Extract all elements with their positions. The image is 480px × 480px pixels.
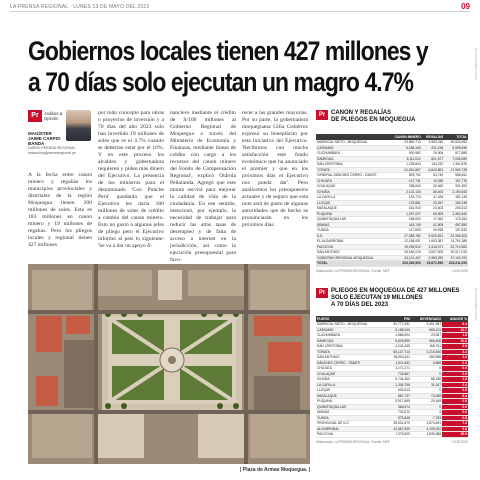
table-cell: 3,401,957 bbox=[411, 322, 442, 327]
article-column-3 bbox=[170, 110, 236, 264]
table-cell: SAMEGUA bbox=[316, 156, 389, 162]
table-cell: MATALAQUE bbox=[316, 206, 389, 212]
table-cell: 0 bbox=[411, 410, 442, 416]
canon-table-body bbox=[316, 140, 468, 266]
headline-line-1: Gobiernos locales tienen 427 millones y bbox=[28, 36, 428, 66]
table-cell: EL ALGARROBAL bbox=[316, 239, 389, 245]
table-cell: 10.0 bbox=[442, 338, 468, 344]
table-cell: 197,632 bbox=[444, 228, 468, 234]
section-label: Análisis & Opinión bbox=[44, 111, 63, 121]
table-cell: 0.0 bbox=[442, 410, 468, 416]
execution-title-line-3: A 70 DÍAS DEL 2023 bbox=[331, 302, 389, 308]
table-cell: 19,295,512 bbox=[389, 244, 422, 250]
canon-table-title bbox=[331, 110, 415, 124]
table-cell: 1,603,387 bbox=[422, 239, 444, 245]
execution-table-body bbox=[316, 322, 468, 437]
table-cell: 9.8 bbox=[442, 426, 468, 432]
prensa-logo: Pr bbox=[316, 288, 328, 298]
table-cell: 49,939 bbox=[422, 228, 444, 234]
table-cell: 1,228,644 bbox=[389, 162, 422, 168]
plaza-aerial-photo bbox=[28, 264, 310, 464]
table-cell: 0 bbox=[411, 404, 442, 410]
table-cell: 811,196 bbox=[422, 145, 444, 151]
table-cell: 2,102,133 bbox=[389, 189, 422, 195]
table-cell: QUINISTAQUILLAS bbox=[316, 404, 386, 410]
table-cell: 22,713,583 bbox=[444, 244, 468, 250]
table-cell: 331,300 bbox=[444, 184, 468, 190]
table-cell: 3,418,071 bbox=[422, 244, 444, 250]
table-cell: ICHUÑA bbox=[316, 189, 389, 195]
table-cell: 415,745 bbox=[389, 222, 422, 228]
table-cell: 457,550 bbox=[444, 222, 468, 228]
table-cell: 23,403 bbox=[422, 206, 444, 212]
table-cell: COALAQUE bbox=[316, 371, 386, 377]
table-cell: 6,111,512 bbox=[389, 156, 422, 162]
table-cell: CUCHUMBAYA bbox=[316, 333, 386, 339]
article-column-4 bbox=[242, 110, 308, 229]
table-total-row bbox=[316, 261, 468, 267]
side-label-2: prensaregional.pe bbox=[474, 288, 479, 321]
table-cell: 133,713 bbox=[389, 195, 422, 201]
table-cell: 558,451 bbox=[444, 173, 468, 179]
table-cell: 665,101 bbox=[411, 327, 442, 333]
table-cell: ILO bbox=[316, 233, 389, 239]
table-cell: 7,006,089 bbox=[444, 156, 468, 162]
table-cell: 0 bbox=[411, 388, 442, 394]
header-rule bbox=[10, 11, 470, 12]
table-cell: LA CAPILLA bbox=[316, 382, 386, 388]
table-cell: ALGARROBAL bbox=[316, 426, 386, 432]
table-cell: 503,702 bbox=[389, 173, 422, 179]
table-cell: PROVINCIAL DE ILO bbox=[316, 421, 386, 427]
canon-table-source bbox=[316, 269, 468, 274]
table-cell: 867,737 bbox=[386, 393, 411, 399]
table-cell: 973,848 bbox=[386, 415, 411, 421]
table-cell: 10.7 bbox=[442, 327, 468, 333]
table-cell: TOTAL bbox=[316, 261, 389, 267]
article-column-2 bbox=[98, 110, 164, 250]
table-cell: 6,629,899 bbox=[386, 338, 411, 344]
table-cell: LA CAPILLA bbox=[316, 195, 389, 201]
table-cell: 20,257 bbox=[422, 200, 444, 206]
table-cell: MATALAQUE bbox=[316, 393, 386, 399]
table-cell: 2.4 bbox=[442, 382, 468, 388]
table-cell: 0 bbox=[411, 366, 442, 372]
article-text-3: nanciero mediante el crédito de S/100 millones al Gobierno Regional de Moquegua a través del Ministerio de Economía y Finanzas, mediante líneas de crédito con cargo a los recursos del canon minero del Fondo de Compensación Regional', explicó Otárola Peñaranda. Agregó que este monto servirá para mejorar la calidad de vida de la ciudadanía. En ese sentido, mencionó, por ejemplo, la necesidad de trabajar para reducir las altas tasas de desempleo y de falta de acceso a internet en la jurisdicción, así como la ejecución presupuestal para favo- bbox=[170, 110, 236, 263]
canon-table-box bbox=[316, 108, 468, 274]
execution-table-header bbox=[316, 286, 468, 316]
table-cell: 52,777,451 bbox=[386, 322, 411, 327]
table-cell: 33,306,303 bbox=[444, 233, 468, 239]
author-role bbox=[28, 146, 88, 155]
table-cell: 0.0 bbox=[442, 366, 468, 372]
table-cell: YUNGA bbox=[316, 415, 386, 421]
table-cell: 6,188,440 bbox=[386, 327, 411, 333]
table-cell: 223,211,093 bbox=[444, 261, 468, 267]
table-cell: 73,058 bbox=[411, 393, 442, 399]
table-cell: 0.3 bbox=[442, 360, 468, 366]
page-header bbox=[10, 2, 470, 12]
table-cell: 298,840 bbox=[389, 184, 422, 190]
article-text-1: A la fecha entre canon minero y regalías los municipios provinciales y distritales de la región Moquegua tienen 200 millones de soles. Esto es 183 millones en canon minero y 19 millones de regalías. Pero los pliegos locales y regional tienen 427 millones bbox=[28, 172, 92, 248]
canon-table-header bbox=[316, 108, 468, 134]
execution-table-box bbox=[316, 286, 468, 445]
table-cell: 37,104,700 bbox=[444, 255, 468, 261]
table-cell: CHOJATA bbox=[316, 366, 386, 372]
table-cell: 1,171,271 bbox=[386, 366, 411, 372]
plaza-illustration bbox=[28, 264, 310, 464]
table-cell: 1,297,037 bbox=[389, 211, 422, 217]
table-cell: 0.0 bbox=[442, 404, 468, 410]
table-cell: 900,982 bbox=[389, 151, 422, 157]
table-cell: 0 bbox=[411, 371, 442, 377]
table-cell: 47,905,728 bbox=[444, 167, 468, 173]
table-cell: 3,837,000 bbox=[422, 250, 444, 256]
table-cell: 30,017,019 bbox=[444, 250, 468, 256]
table-cell: TORATA bbox=[316, 349, 386, 355]
table-cell: 157,776 bbox=[444, 178, 468, 184]
table-cell: TORATA bbox=[316, 167, 389, 173]
table-cell: 150,138 bbox=[444, 200, 468, 206]
table-cell: 2,190,533 bbox=[444, 189, 468, 195]
table-cell: 6,188,440 bbox=[389, 145, 422, 151]
table-cell: 158,002 bbox=[389, 217, 422, 223]
table-cell: 12,188,001 bbox=[389, 239, 422, 245]
table-cell: 85,336 bbox=[411, 377, 442, 383]
prensa-logo: Pr bbox=[316, 110, 328, 120]
table-cell: PUQUINA bbox=[316, 211, 389, 217]
article-text-4: recer a las grandes mayorías. Por su parte, la gobernadora moqueguana Gilia Gutiérrez expresó su beneplácito por esta iniciativa del Ejecutivo. 'Recibimos con mucha satisfacción este fondo económico que ha anunciado el premier y que en los próximos días el Ejecutivo nos pueda dar'. Pero analicemos los presupuestos actuales y de seguro que esta nota será de gusto de algunas autoridades que de hecho se pronunciarán en los próximos días. bbox=[242, 110, 308, 228]
table-cell: 2,983,293 bbox=[422, 255, 444, 261]
table-cell: 1,362,876 bbox=[444, 162, 468, 168]
table-cell: 129,881 bbox=[389, 200, 422, 206]
table-cell: 25.9 bbox=[442, 432, 468, 438]
table-cell: 2,963,240 bbox=[422, 140, 444, 145]
table-cell: 134,232 bbox=[422, 162, 444, 168]
table-cell: 459,566 bbox=[411, 355, 442, 361]
table-cell: 23,067 bbox=[411, 333, 442, 339]
article-text-2: por todo concepto para obras o proyectos de inversión y a 70 días del año 2023 solo han invertido 19 millones de soles que es el 4.7% cuando se deberían estar por el 16%. Y en este proceso los alcaldes y gobernadora requieren y piden más dinero del Ejecutivo. La presencia de los ministros para el denominado 'Con Punche Perú' quedarán que el Ejecutivo les daría 100 millones de soles de crédito a cambio del canon minero. Esto no gustó a algunos jefes de pliego pero el Ejecutivo informó al país lo siguiente: 'Se va a dar un apoyo fi- bbox=[98, 110, 164, 249]
table-cell: LLOQUE bbox=[316, 200, 389, 206]
table-cell: SÁNCHEZ CERRO - OMATE bbox=[316, 360, 386, 366]
column-header: AVANCE % bbox=[442, 316, 468, 322]
table-cell: 3.4 bbox=[442, 349, 468, 355]
table-cell: 205,313 bbox=[444, 206, 468, 212]
table-cell: 0.0 bbox=[442, 388, 468, 394]
table-cell: 7.4 bbox=[442, 421, 468, 427]
source-note: Elaboración: LA PRENSA REGIONAL. Fuente: MEF bbox=[316, 439, 390, 444]
execution-table bbox=[316, 316, 468, 438]
table-cell: 6,999,636 bbox=[444, 145, 468, 151]
table-cell: 1.5 bbox=[442, 377, 468, 383]
table-cell: 8.4 bbox=[442, 393, 468, 399]
table-cell: 0.5 bbox=[442, 399, 468, 405]
table-cell: 203,339,503 bbox=[389, 261, 422, 267]
table-cell: 665,606 bbox=[411, 338, 442, 344]
headline bbox=[28, 36, 428, 98]
table-cell: 977,888 bbox=[444, 151, 468, 157]
column-header: TOTAL bbox=[444, 134, 468, 140]
table-cell: UBINAS bbox=[316, 222, 389, 228]
canon-title-line-2: DE PLIEGOS EN MOQUEGUA bbox=[331, 117, 416, 123]
table-cell: 76,906 bbox=[422, 151, 444, 157]
table-cell: 1,911,662 bbox=[386, 360, 411, 366]
canon-table bbox=[316, 134, 468, 267]
author-name: MAGÍSTER JAIME CARPIO BANDA bbox=[28, 131, 61, 146]
table-cell: 7,079,609 bbox=[386, 432, 411, 438]
table-cell: 1.5 bbox=[442, 333, 468, 339]
table-cell: 0.8 bbox=[442, 415, 468, 421]
table-cell: 42,687,839 bbox=[386, 426, 411, 432]
table-cell: 26,523,953 bbox=[444, 140, 468, 145]
author-box bbox=[28, 110, 92, 170]
table-cell: 181,910 bbox=[389, 206, 422, 212]
table-cell: 147,693 bbox=[389, 228, 422, 234]
table-cell: 26,180,019 bbox=[389, 250, 422, 256]
table-cell: SAN CRISTOBAL bbox=[316, 162, 389, 168]
photo-caption: | Plaza de Armas Moquegua. | bbox=[240, 467, 311, 473]
table-cell: 6.4 bbox=[442, 322, 468, 327]
table-cell: QUINISTAQUILLAS bbox=[316, 217, 389, 223]
table-cell: 54,749 bbox=[422, 173, 444, 179]
table-cell: 1,566,004 bbox=[386, 333, 411, 339]
execution-title-line-2: SOLO EJECUTAN 19 MILLONES bbox=[331, 295, 423, 301]
table-cell: SAN ANTONIO bbox=[316, 250, 389, 256]
table-cell: YUNGA bbox=[316, 228, 389, 234]
table-cell: 732,670 bbox=[386, 410, 411, 416]
table-cell: LLOQUE bbox=[316, 388, 386, 394]
table-cell: 19,871,590 bbox=[422, 261, 444, 267]
table-cell: 4,199,922 bbox=[411, 426, 442, 432]
table-cell: 602,613 bbox=[386, 388, 411, 394]
table-cell: 65,137,714 bbox=[386, 349, 411, 355]
execution-title-line-1: PLIEGOS EN MOQUEGUA DE 427 MILLONES bbox=[331, 288, 460, 294]
execution-table-title bbox=[331, 288, 459, 309]
table-cell: 1.3 bbox=[442, 355, 468, 361]
table-cell: 31,047 bbox=[411, 382, 442, 388]
author-photo bbox=[66, 110, 91, 141]
author-outlet: DIARIO PRENSA REGIONAL bbox=[28, 146, 76, 150]
table-cell: 29,165 bbox=[411, 399, 442, 405]
table-cell: 5,744,262 bbox=[386, 377, 411, 383]
table-cell: CARUMAS bbox=[316, 145, 389, 151]
table-cell: 34,121,407 bbox=[389, 255, 422, 261]
column-header: REGALÍAS bbox=[422, 134, 444, 140]
table-cell: 732,867 bbox=[386, 371, 411, 377]
table-cell: CUCHUMBAYA bbox=[316, 151, 389, 157]
table-cell: 88,400 bbox=[422, 189, 444, 195]
table-cell: 166,761 bbox=[411, 344, 442, 350]
table-cell: GOBIERNO REGIONAL MOQUEGUA bbox=[316, 255, 389, 261]
canon-title-line-1: CANON Y REGALÍAS bbox=[331, 110, 392, 116]
table-cell: 17,262 bbox=[422, 217, 444, 223]
table-cell: SAMEGUA bbox=[316, 338, 386, 344]
table-cell: 27,385,782 bbox=[389, 233, 422, 239]
table-cell: GENERAL SÁNCHEZ CERRO - OMATE bbox=[316, 173, 389, 179]
table-cell: 1,835,388 bbox=[411, 432, 442, 438]
prensa-logo: Pr bbox=[28, 110, 42, 122]
table-cell: 1,305,798 bbox=[386, 382, 411, 388]
table-cell: ICHUÑA bbox=[316, 377, 386, 383]
execution-table-source bbox=[316, 440, 468, 445]
table-cell: COALAQUE bbox=[316, 184, 389, 190]
table-cell: 36,004,611 bbox=[386, 355, 411, 361]
table-cell: 3.9 bbox=[442, 344, 468, 350]
table-cell: 4,241,445 bbox=[386, 344, 411, 350]
table-cell: CHOJATA bbox=[316, 178, 389, 184]
column-header: DEVENGADO bbox=[411, 316, 442, 322]
column-header: PIM bbox=[386, 316, 411, 322]
source-date: 13.05.2023 bbox=[452, 268, 468, 273]
column-header: PLIEGO bbox=[316, 316, 386, 322]
table-cell: 10,035 bbox=[422, 178, 444, 184]
table-cell: PACOCHA bbox=[316, 244, 389, 250]
table-cell: 801,577 bbox=[422, 156, 444, 162]
table-cell: 47,426 bbox=[422, 195, 444, 201]
side-tab bbox=[473, 18, 480, 458]
table-cell: 4,866 bbox=[411, 360, 442, 366]
table-row bbox=[316, 432, 468, 438]
table-cell: SAN CRISTOBAL bbox=[316, 344, 386, 350]
table-cell: 1,362,942 bbox=[444, 211, 468, 217]
publication-line: LA PRENSA REGIONAL - LUNES 13 DE MAYO DEL 2023 bbox=[10, 4, 150, 10]
table-cell: 147,741 bbox=[389, 178, 422, 184]
table-cell: MARISCAL NIETO - MOQUEGUA bbox=[316, 322, 386, 327]
table-cell: 181,139 bbox=[444, 195, 468, 201]
table-cell: 0.0 bbox=[442, 371, 468, 377]
table-cell: 41,805 bbox=[422, 222, 444, 228]
table-cell: 366,674 bbox=[386, 404, 411, 410]
table-cell: 7,753 bbox=[411, 415, 442, 421]
table-cell: 2,216,846 bbox=[411, 349, 442, 355]
source-date: 13.05.2023 bbox=[452, 439, 468, 444]
table-cell: PUQUINA bbox=[316, 399, 386, 405]
table-cell: 2,874,451 bbox=[411, 421, 442, 427]
table-cell: 5,920,521 bbox=[422, 233, 444, 239]
table-cell: 5,917,665 bbox=[386, 399, 411, 405]
table-cell: MARISCAL NIETO - MOQUEGUA bbox=[316, 140, 389, 145]
article-column-1 bbox=[28, 172, 92, 249]
table-cell: 32,460 bbox=[422, 184, 444, 190]
table-cell: 175,264 bbox=[444, 217, 468, 223]
source-note: Elaboración: LA PRENSA REGIONAL. Fuente: MEF bbox=[316, 268, 390, 273]
column-header: CANON MINERO bbox=[389, 134, 422, 140]
author-email: redaccion@prensaregional.pe bbox=[28, 150, 77, 155]
table-cell: 38,631,679 bbox=[386, 421, 411, 427]
table-cell: PACOCHA bbox=[316, 432, 386, 438]
table-cell: SAN ANTONIO bbox=[316, 355, 386, 361]
table-cell: 23,560,713 bbox=[389, 140, 422, 145]
table-cell: 65,905 bbox=[422, 211, 444, 217]
table-cell: 6,843,861 bbox=[422, 167, 444, 173]
table-cell: 13,791,388 bbox=[444, 239, 468, 245]
headline-line-2: a 70 días solo ejecutan un magro 4.7% bbox=[28, 67, 414, 97]
page-number: 09 bbox=[461, 2, 470, 11]
table-cell: CARUMAS bbox=[316, 327, 386, 333]
side-label: prensaregional.pe bbox=[474, 48, 479, 81]
table-cell: 41,061,867 bbox=[389, 167, 422, 173]
table-cell: UBINAS bbox=[316, 410, 386, 416]
